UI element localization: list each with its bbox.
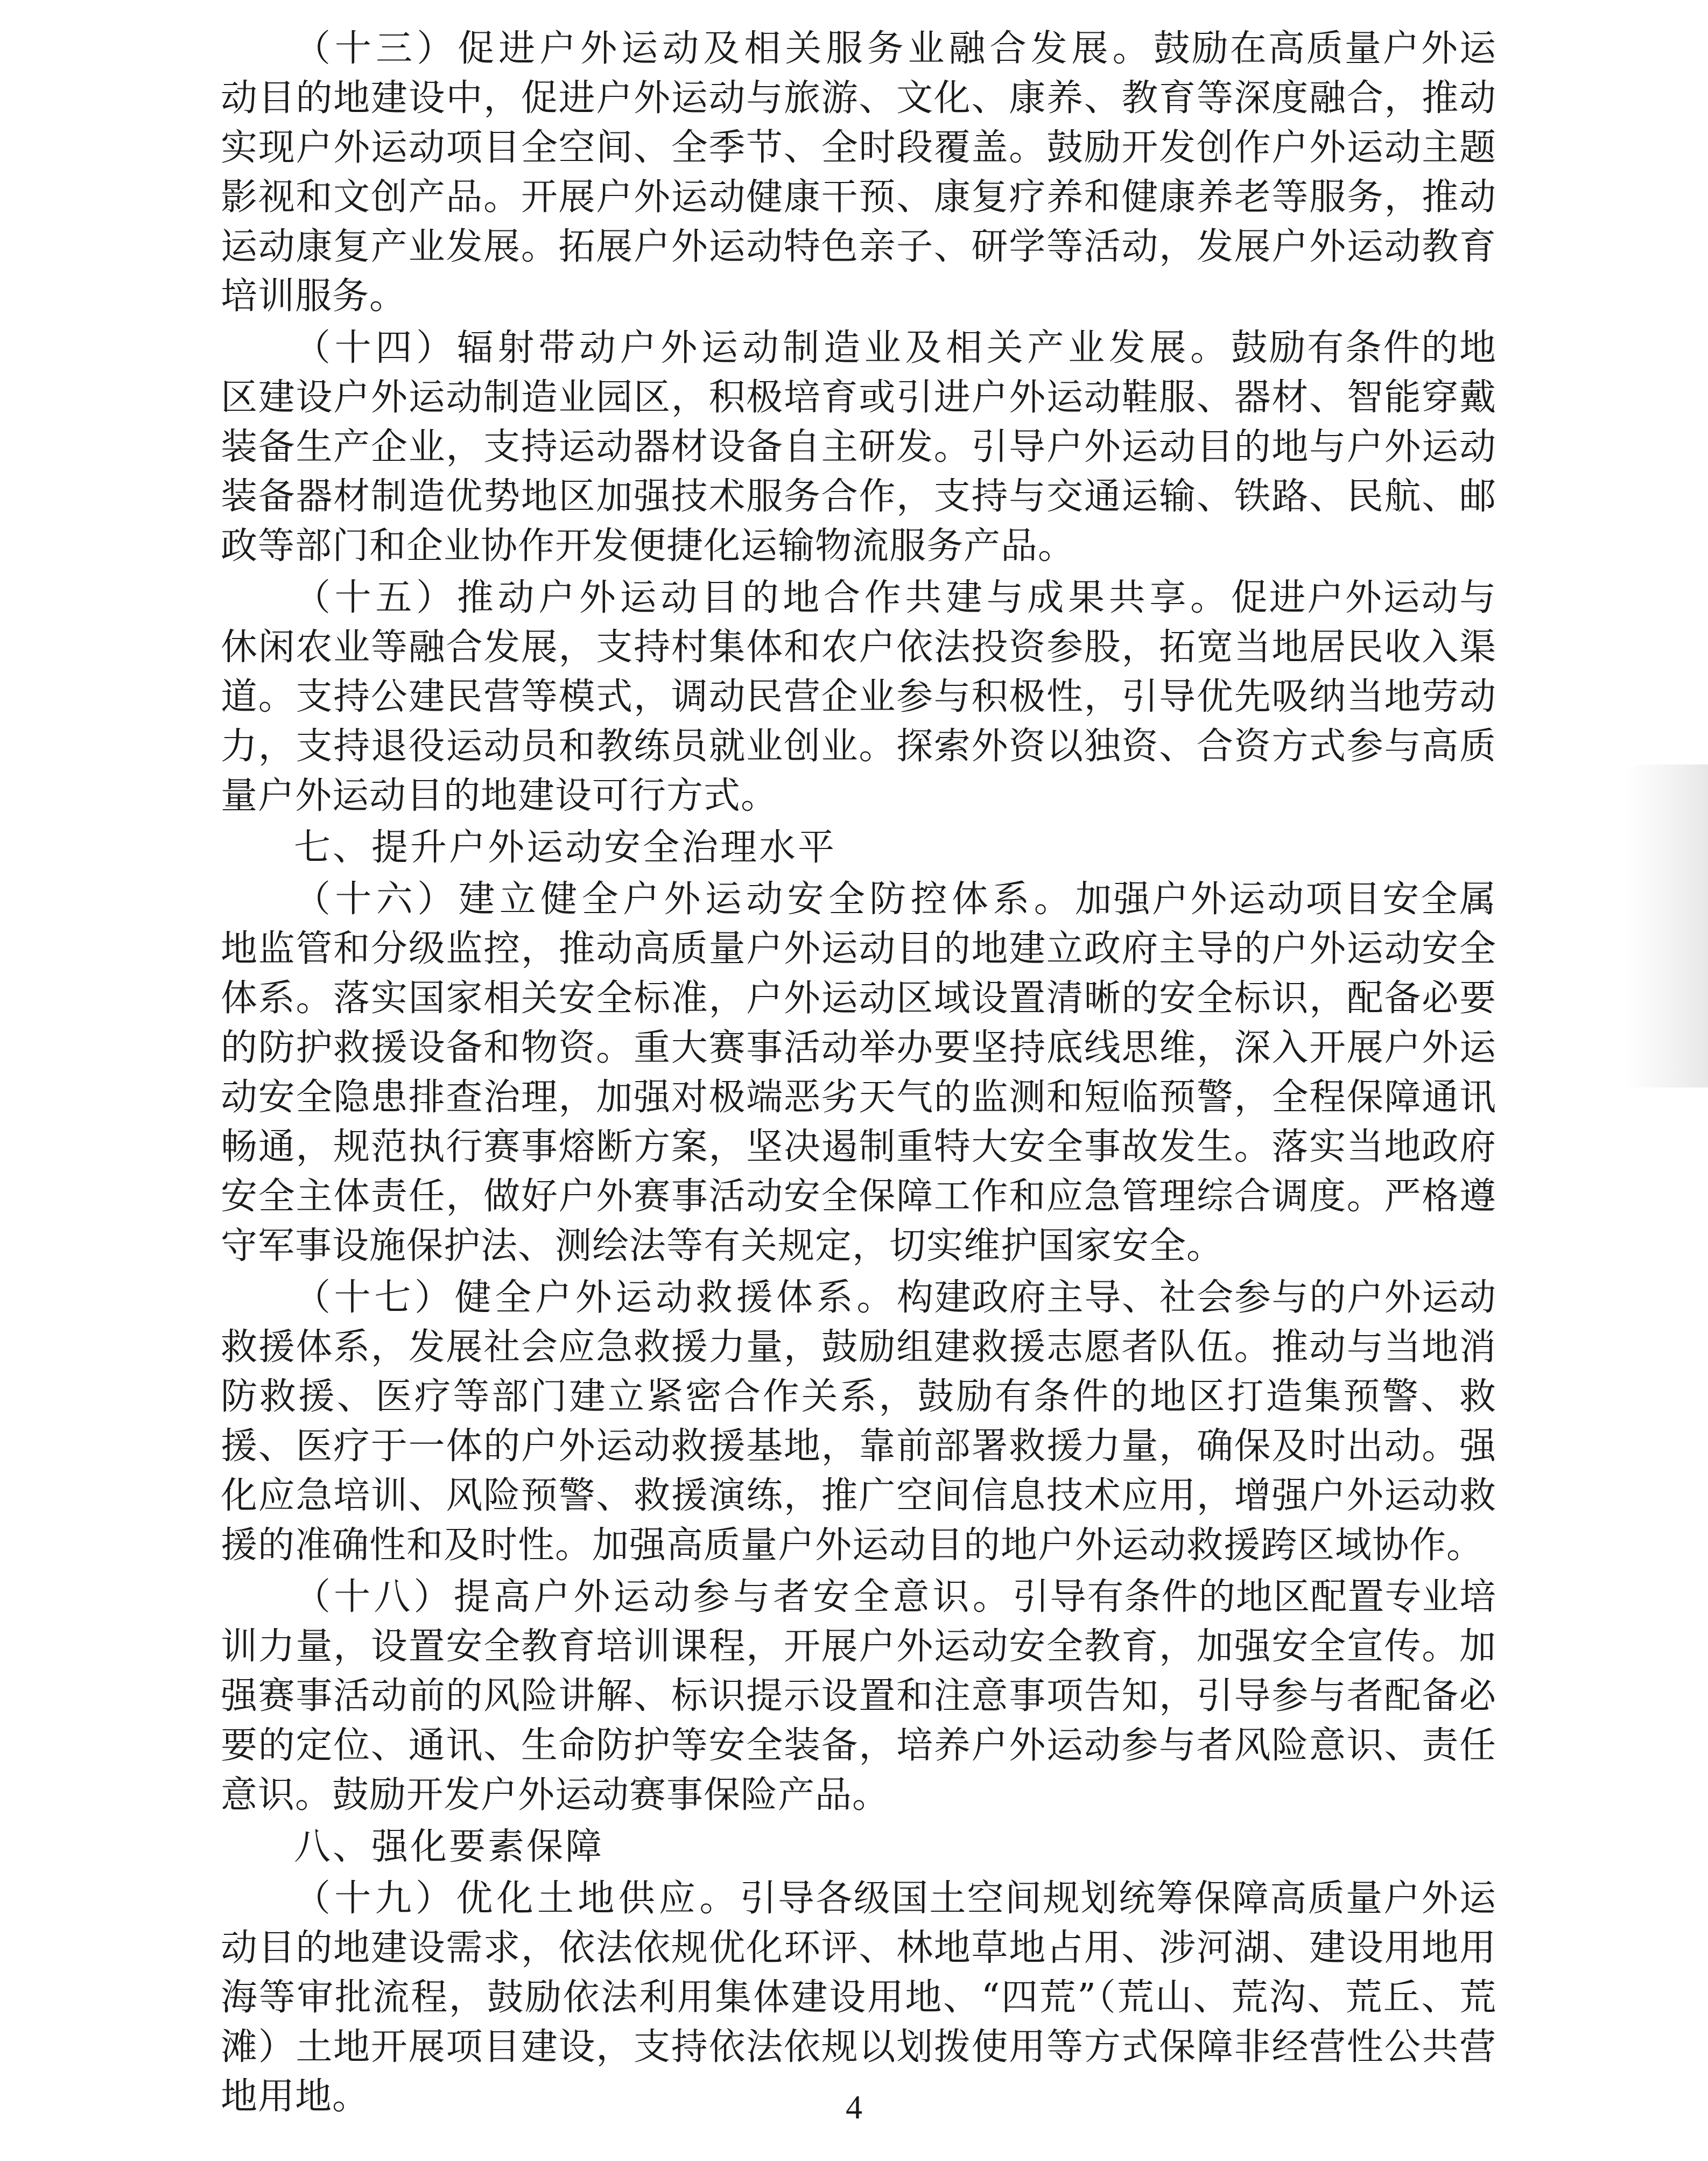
paragraph-lead: （十六）建立健全户外运动安全防控体系。: [294, 878, 1076, 921]
paragraph-text: 引导有条件的地区配置专业培训力量，设置安全教育培训课程，开展户外运动安全教育，加强安全宣传。加强赛事活动前的风险讲解、标识提示设置和注意事项告知，引导参与者配备必要的定位、通讯、生命防护等安全装备，培养户外运动参与者风险意识、责任意识。鼓励开发户外运动赛事保险产品。: [221, 1576, 1496, 1816]
paragraph-lead: （十三）促进户外运动及相关服务业融合发展。: [294, 27, 1154, 70]
paragraph-lead: （十四）辐射带动户外运动制造业及相关产业发展。: [294, 327, 1231, 369]
paragraph-lead: （十九）优化土地供应。: [294, 1877, 740, 1920]
paragraph-text: 加强户外运动项目安全属地监管和分级监控，推动高质量户外运动目的地建立政府主导的户外运动安全体系。落实国家相关安全标准，户外运动区域设置清晰的安全标识，配备必要的防护救援设备和物资。重大赛事活动举办要坚持底线思维，深入开展户外运动安全隐患排查治理，加强对极端恶劣天气的监测和短临预警，全程保障通讯畅通，规范执行赛事熔断方案，坚决遏制重特大安全事故发生。落实当地政府安全主体责任，做好户外赛事活动安全保障工作和应急管理综合调度。严格遵守军事设施保护法、测绘法等有关规定，切实维护国家安全。: [221, 878, 1496, 1267]
paragraph-16: [221, 875, 1496, 1271]
page-edge-shadow: [1622, 764, 1708, 1087]
paragraph-18: [221, 1573, 1496, 1820]
paragraph-lead: （十五）推动户外运动目的地合作共建与成果共享。: [294, 577, 1231, 619]
paragraph-lead: （十七）健全户外运动救援体系。: [294, 1276, 897, 1319]
paragraph-lead: （十八）提高户外运动参与者安全意识。: [294, 1576, 1013, 1618]
paragraph-17: [221, 1273, 1496, 1570]
paragraph-text: 引导各级国土空间规划统筹保障高质量户外运动目的地建设需求，依法依规优化环评、林地草地占用、涉河湖、建设用地用海等审批流程，鼓励依法利用集体建设用地、“四荒”（荒山、荒沟、荒丘、荒滩）土地开展项目建设，支持依法依规以划拨使用等方式保障非经营性公共营地用地。: [221, 1877, 1496, 2118]
paragraph-text: 鼓励在高质量户外运动目的地建设中，促进户外运动与旅游、文化、康养、教育等深度融合，推动实现户外运动项目全空间、全季节、全时段覆盖。鼓励开发创作户外运动主题影视和文创产品。开展户外运动健康干预、康复疗养和健康养老等服务，推动运动康复产业发展。拓展户外运动特色亲子、研学等活动，发展户外运动教育培训服务。: [221, 27, 1496, 318]
paragraph-15: [221, 573, 1496, 821]
paragraph-19: [221, 1874, 1496, 2122]
paragraph-text: 鼓励有条件的地区建设户外运动制造业园区，积极培育或引进户外运动鞋服、器材、智能穿戴装备生产企业，支持运动器材设备自主研发。引导户外运动目的地与户外运动装备器材制造优势地区加强技术服务合作，支持与交通运输、铁路、民航、邮政等部门和企业协作开发便捷化运输物流服务产品。: [221, 327, 1496, 567]
page-number: 4: [846, 2089, 862, 2126]
document-body: [221, 24, 1496, 2124]
section-heading-7: 七、提升户外运动安全治理水平: [294, 826, 837, 869]
paragraph-text: 促进户外运动与休闲农业等融合发展，支持村集体和农户依法投资参股，拓宽当地居民收入渠道。支持公建民营等模式，调动民营企业参与积极性，引导优先吸纳当地劳动力，支持退役运动员和教练员就业创业。探索外资以独资、合资方式参与高质量户外运动目的地建设可行方式。: [221, 577, 1496, 817]
paragraph-text: 构建政府主导、社会参与的户外运动救援体系，发展社会应急救援力量，鼓励组建救援志愿者队伍。推动与当地消防救援、医疗等部门建立紧密合作关系，鼓励有条件的地区打造集预警、救援、医疗于一体的户外运动救援基地，靠前部署救援力量，确保及时出动。强化应急培训、风险预警、救援演练，推广空间信息技术应用，增强户外运动救援的准确性和及时性。加强高质量户外运动目的地户外运动救援跨区域协作。: [221, 1276, 1496, 1567]
paragraph-14: [221, 324, 1496, 571]
paragraph-13: [221, 24, 1496, 321]
section-heading-8: 八、强化要素保障: [294, 1826, 605, 1868]
